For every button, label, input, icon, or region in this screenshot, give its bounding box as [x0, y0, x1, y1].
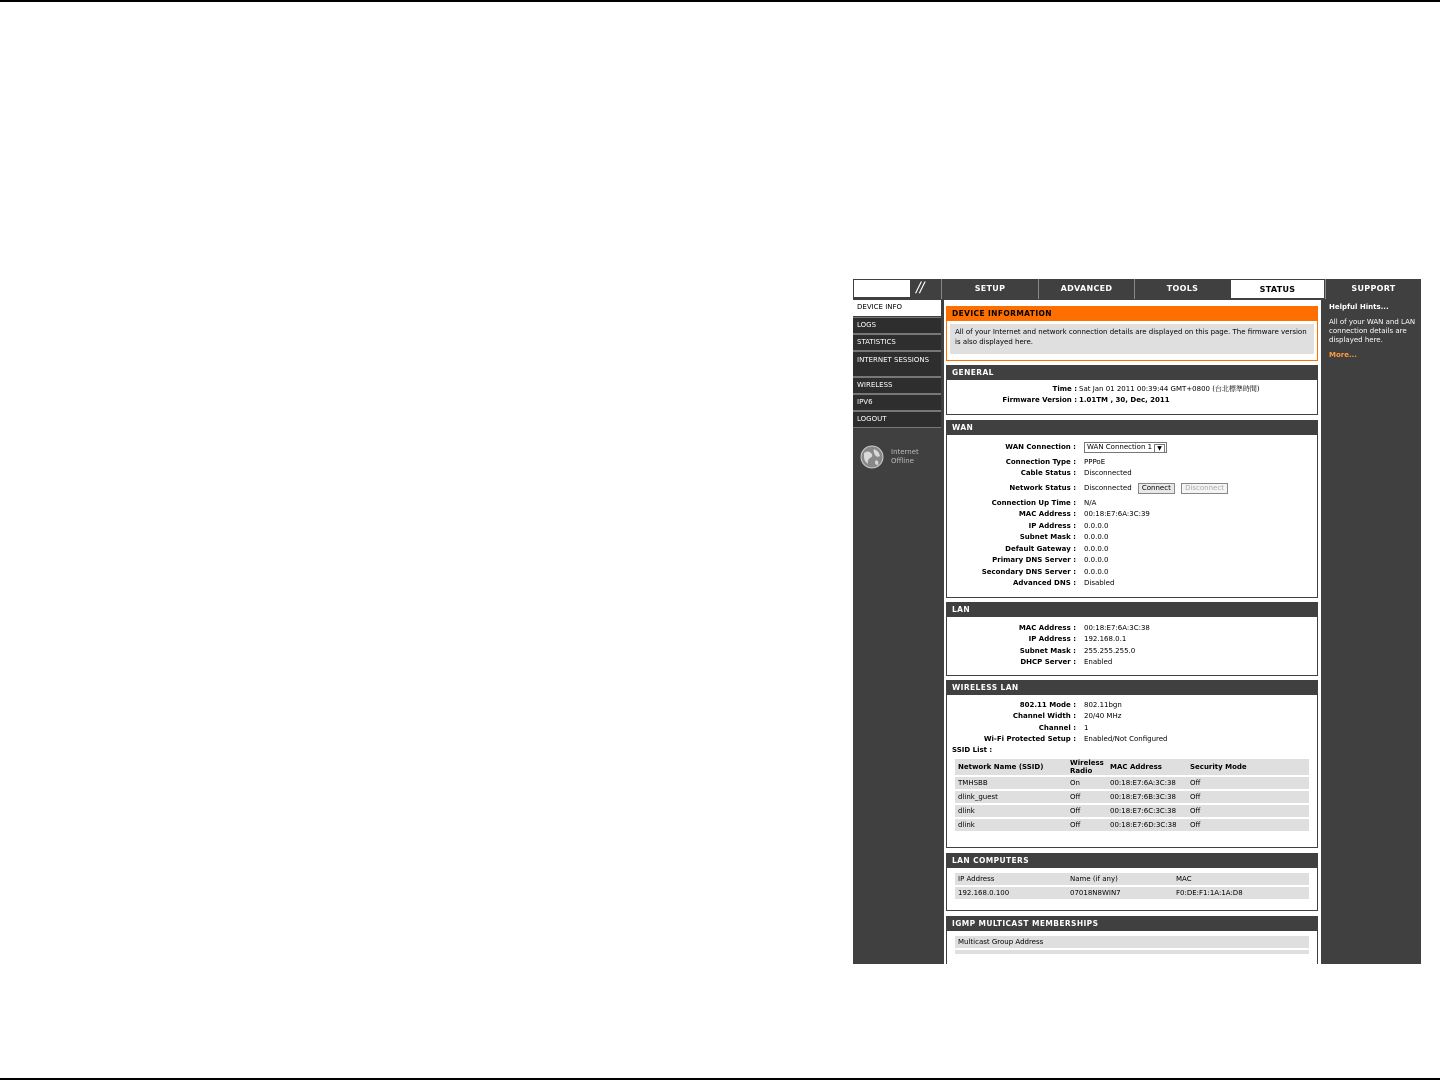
table-cell: dlink: [955, 804, 1067, 818]
more-link[interactable]: More...: [1329, 351, 1357, 359]
table-header: [955, 873, 1309, 886]
wan-mac-label: MAC Address :: [1018, 510, 1076, 518]
table-cell: 00:18:E7:6A:3C:38: [1107, 776, 1187, 790]
table-cell: Off: [1187, 804, 1309, 818]
table-cell: [955, 949, 1309, 954]
table-cell: 00:18:E7:6B:3C:38: [1107, 790, 1187, 804]
nav-item-device-info[interactable]: DEVICE INFO: [853, 300, 941, 317]
igmp-section: [946, 916, 1318, 964]
mode-label: 802.11 Mode :: [1019, 701, 1076, 709]
connect-button[interactable]: Connect: [1138, 483, 1175, 494]
table-cell: Off: [1067, 804, 1107, 818]
tab-setup[interactable]: SETUP: [941, 279, 1038, 299]
lan-mac-label: MAC Address :: [1018, 624, 1076, 632]
tab-tools[interactable]: TOOLS: [1134, 279, 1230, 299]
nav-item-wireless[interactable]: WIRELESS: [853, 377, 941, 394]
advanced-dns-value: Disabled: [1084, 579, 1115, 587]
lan-computers-title: LAN COMPUTERS: [947, 854, 1317, 868]
table-row: [955, 818, 1309, 831]
disconnect-button[interactable]: Disconnect: [1181, 483, 1228, 494]
device-info-title: DEVICE INFORMATION: [947, 307, 1317, 321]
time-value: Sat Jan 01 2011 00:39:44 GMT+0800 (台北標準時間): [1079, 385, 1260, 393]
table-cell: Off: [1187, 818, 1309, 831]
column-header: MAC Address: [1107, 759, 1187, 776]
table-cell: Off: [1067, 790, 1107, 804]
wan-connection-value: WAN Connection 1: [1087, 443, 1153, 451]
column-header: MAC: [1173, 873, 1309, 886]
secondary-dns-value: 0.0.0.0: [1084, 568, 1109, 576]
lan-subnet-value: 255.255.255.0: [1084, 647, 1136, 655]
cable-status-label: Cable Status :: [1020, 469, 1076, 477]
lan-section: [946, 602, 1318, 676]
column-header: Security Mode: [1187, 759, 1309, 776]
nav-item-statistics[interactable]: STATISTICS: [853, 334, 941, 351]
lan-subnet-label: Subnet Mask :: [1019, 647, 1076, 655]
table-cell: On: [1067, 776, 1107, 790]
table-cell: dlink: [955, 818, 1067, 831]
table-cell: TMHSBB: [955, 776, 1067, 790]
table-cell: Off: [1067, 818, 1107, 831]
wan-section: [946, 420, 1318, 598]
advanced-dns-label: Advanced DNS :: [1013, 579, 1076, 587]
internet-status-line2: Offline: [891, 457, 914, 465]
chevron-down-icon: ▼: [1154, 444, 1165, 453]
column-header: Wireless Radio: [1067, 759, 1107, 776]
connection-type-label: Connection Type :: [1005, 458, 1076, 466]
table-cell: Off: [1187, 776, 1309, 790]
table-header: [955, 936, 1309, 949]
main-content: [944, 300, 1321, 964]
column-header: Multicast Group Address: [955, 936, 1309, 949]
table-row: [955, 886, 1309, 899]
secondary-dns-label: Secondary DNS Server :: [981, 568, 1076, 576]
network-status-value: Disconnected: [1084, 484, 1132, 492]
table-row: [955, 949, 1309, 954]
table-cell: 192.168.0.100: [955, 886, 1067, 899]
nav-item-logout[interactable]: LOGOUT: [853, 411, 941, 428]
tab-advanced[interactable]: ADVANCED: [1038, 279, 1134, 299]
ssid-table: [955, 759, 1309, 831]
primary-dns-value: 0.0.0.0: [1084, 556, 1109, 564]
column-header: Network Name (SSID): [955, 759, 1067, 776]
wan-title: WAN: [947, 421, 1317, 435]
table-row: [955, 804, 1309, 818]
wan-ip-value: 0.0.0.0: [1084, 522, 1109, 530]
wps-label: Wi-Fi Protected Setup :: [983, 735, 1076, 743]
time-label: Time :: [1052, 385, 1077, 393]
table-row: [955, 776, 1309, 790]
firmware-value: 1.01TM , 30, Dec, 2011: [1079, 396, 1170, 404]
lan-ip-label: IP Address :: [1028, 635, 1076, 643]
cable-status-value: Disconnected: [1084, 469, 1132, 477]
wan-subnet-value: 0.0.0.0: [1084, 533, 1109, 541]
network-status-label: Network Status :: [1009, 484, 1076, 492]
general-title: GENERAL: [947, 366, 1317, 380]
left-nav: [853, 300, 941, 964]
tab-support[interactable]: SUPPORT: [1325, 279, 1421, 299]
table-cell: 00:18:E7:6C:3C:38: [1107, 804, 1187, 818]
wps-value: Enabled/Not Configured: [1084, 735, 1168, 743]
channel-label: Channel :: [1038, 724, 1076, 732]
uptime-label: Connection Up Time :: [991, 499, 1076, 507]
lan-mac-value: 00:18:E7:6A:3C:38: [1084, 624, 1150, 632]
wireless-lan-section: [946, 680, 1318, 848]
top-rule: [0, 0, 1440, 2]
ssid-list-label: SSID List :: [952, 746, 993, 754]
dhcp-value: Enabled: [1084, 658, 1113, 666]
table-header: [955, 759, 1309, 776]
table-cell: Off: [1187, 790, 1309, 804]
uptime-value: N/A: [1084, 499, 1097, 507]
wan-mac-value: 00:18:E7:6A:3C:39: [1084, 510, 1150, 518]
nav-item-logs[interactable]: LOGS: [853, 317, 941, 334]
table-cell: dlink_guest: [955, 790, 1067, 804]
globe-offline-icon: [859, 444, 885, 470]
mode-value: 802.11bgn: [1084, 701, 1122, 709]
column-header: IP Address: [955, 873, 1067, 886]
lan-title: LAN: [947, 603, 1317, 617]
table-cell: 07018N8WIN7: [1067, 886, 1173, 899]
bottom-rule: [0, 1078, 1440, 1080]
wireless-lan-title: WIRELESS LAN: [947, 681, 1317, 695]
internet-status: [859, 444, 935, 472]
firmware-label: Firmware Version :: [1002, 396, 1077, 404]
tab-status[interactable]: STATUS: [1230, 279, 1325, 299]
wan-ip-label: IP Address :: [1028, 522, 1076, 530]
logo-mark: //: [910, 280, 940, 297]
hints-title: Helpful Hints...: [1329, 303, 1389, 311]
device-info-description: All of your Internet and network connection details are displayed on this page. The firmware version is also displayed here.: [950, 324, 1314, 354]
wan-connection-select[interactable]: [1084, 442, 1167, 453]
table-cell: 00:18:E7:6D:3C:38: [1107, 818, 1187, 831]
channel-width-label: Channel Width :: [1012, 712, 1076, 720]
lan-ip-value: 192.168.0.1: [1084, 635, 1127, 643]
device-info-section: [946, 306, 1318, 361]
general-section: [946, 365, 1318, 415]
wan-connection-label: WAN Connection :: [1005, 443, 1076, 451]
lan-computers-section: [946, 853, 1318, 911]
top-nav: [853, 279, 1421, 299]
wan-subnet-label: Subnet Mask :: [1019, 533, 1076, 541]
nav-item-internet-sessions[interactable]: INTERNET SESSIONS: [853, 351, 941, 377]
dhcp-label: DHCP Server :: [1020, 658, 1076, 666]
gateway-value: 0.0.0.0: [1084, 545, 1109, 553]
connection-type-value: PPPoE: [1084, 458, 1106, 466]
table-row: [955, 790, 1309, 804]
primary-dns-label: Primary DNS Server :: [992, 556, 1076, 564]
igmp-table: [955, 936, 1309, 954]
router-admin-window: [853, 279, 1421, 964]
lan-computers-table: [955, 873, 1309, 899]
logo: [854, 280, 940, 297]
gateway-label: Default Gateway :: [1005, 545, 1076, 553]
nav-item-ipv6[interactable]: IPV6: [853, 394, 941, 411]
channel-value: 1: [1084, 724, 1089, 732]
helpful-hints-panel: [1325, 300, 1421, 964]
internet-status-line1: Internet: [891, 448, 919, 456]
hints-text: All of your WAN and LAN connection details are displayed here.: [1329, 318, 1416, 344]
table-cell: F0:DE:F1:1A:1A:D8: [1173, 886, 1309, 899]
igmp-title: IGMP MULTICAST MEMBERSHIPS: [947, 917, 1317, 931]
column-header: Name (if any): [1067, 873, 1173, 886]
channel-width-value: 20/40 MHz: [1084, 712, 1122, 720]
